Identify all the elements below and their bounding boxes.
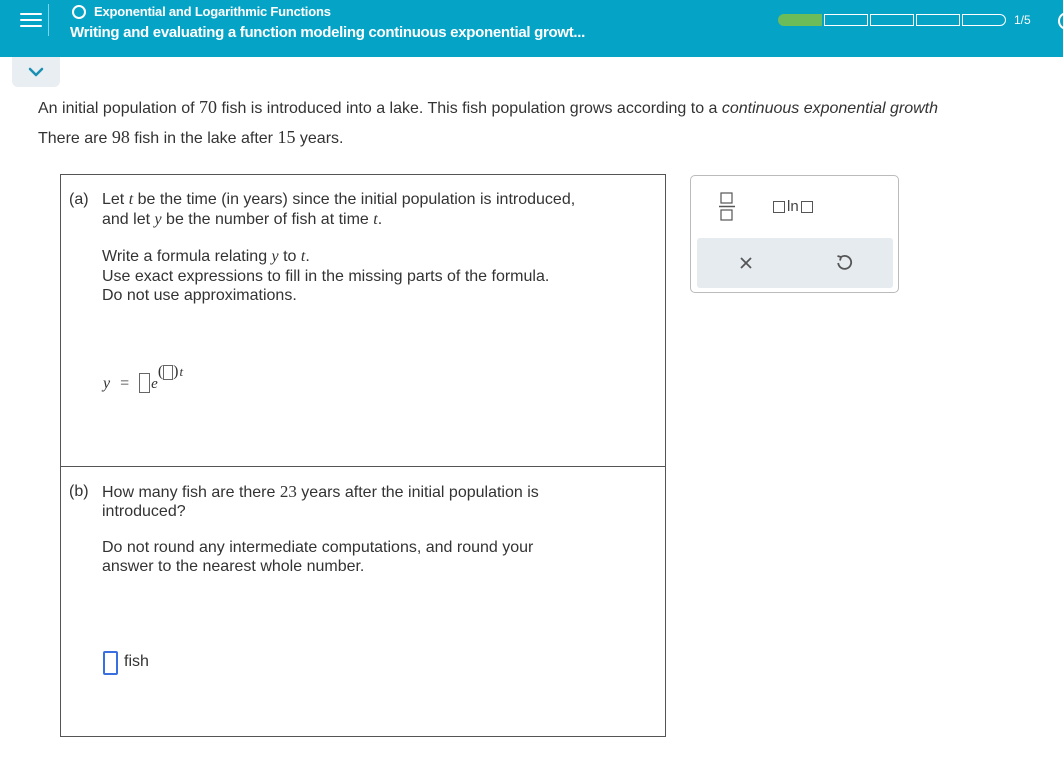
part-a-write	[102, 247, 310, 266]
text: fish is introduced into a lake. This fish population grows according to a	[217, 100, 722, 117]
text: and let	[102, 211, 155, 228]
header-bar	[0, 0, 1063, 57]
formula-t: t	[179, 364, 184, 379]
part-b-panel	[60, 466, 666, 737]
later-population: 98	[111, 127, 130, 147]
part-a-instruction-2: Do not use approximations.	[102, 287, 297, 304]
var-t: t	[300, 248, 306, 265]
progress-text: 1/5	[1014, 13, 1031, 27]
exponent	[158, 363, 183, 381]
formula-e: e	[151, 376, 158, 392]
var-y: y	[154, 211, 162, 228]
text: fish in the lake after	[129, 130, 278, 147]
toolbox-action-row	[697, 238, 893, 288]
text: .	[305, 248, 310, 265]
rate-input[interactable]	[163, 365, 173, 380]
text: years after the initial population is	[296, 484, 539, 501]
paren-open: (	[157, 363, 164, 380]
text: An initial population of	[38, 100, 199, 117]
var-t: t	[373, 211, 378, 228]
part-a-panel	[60, 174, 666, 467]
coefficient-input[interactable]	[139, 373, 150, 393]
part-a-line-1	[102, 190, 575, 209]
menu-icon[interactable]	[20, 4, 49, 36]
progress-bar	[778, 13, 1031, 27]
var-t: t	[128, 191, 134, 208]
fish-answer-input[interactable]	[103, 651, 118, 675]
math-toolbox	[690, 175, 899, 293]
text: be the time (in years) since the initial population is introduced,	[133, 191, 576, 208]
problem-statement	[38, 93, 938, 153]
text: There are	[38, 130, 112, 147]
problem-line-1	[38, 93, 938, 123]
progress-segment	[870, 14, 914, 26]
clear-x-icon[interactable]	[739, 256, 753, 275]
log-ln-icon[interactable]	[773, 198, 813, 215]
close-icon[interactable]	[1058, 12, 1063, 30]
text: How many fish are there	[102, 484, 280, 501]
part-b-instruction-2: answer to the nearest whole number.	[102, 558, 365, 575]
text: Let	[102, 191, 129, 208]
text: .	[377, 211, 383, 228]
formula-equals: =	[120, 375, 130, 392]
part-b-line-1	[102, 482, 539, 502]
topic-label: Exponential and Logarithmic Functions	[94, 4, 331, 19]
text: to	[278, 248, 301, 265]
fraction-icon[interactable]	[719, 190, 735, 227]
years-value: 23	[279, 482, 297, 501]
problem-line-2	[38, 123, 938, 153]
part-b-instruction-1: Do not round any intermediate computations, and round your	[102, 539, 534, 556]
progress-segment	[824, 14, 868, 26]
text: years.	[295, 130, 344, 147]
placeholder-box	[801, 201, 813, 213]
placeholder-box	[773, 201, 785, 213]
progress-segment	[962, 14, 1006, 26]
growth-model: continuous exponential growth	[721, 100, 939, 117]
topic-circle-icon	[72, 5, 86, 19]
part-a-instruction-1: Use exact expressions to fill in the missing parts of the formula.	[102, 268, 550, 285]
topic-title	[72, 4, 331, 19]
progress-segment	[916, 14, 960, 26]
formula	[103, 363, 184, 393]
chevron-down-icon	[28, 67, 44, 77]
unit-label: fish	[124, 653, 149, 670]
page-subtitle: Writing and evaluating a function modeling continuous exponential growt...	[70, 24, 586, 41]
collapse-button[interactable]	[12, 57, 60, 87]
text: be the number of fish at time	[161, 211, 374, 228]
progress-segment	[778, 14, 822, 26]
paren-close: )	[173, 363, 179, 380]
part-b-label: (b)	[69, 483, 89, 500]
years-value: 15	[277, 127, 296, 147]
initial-population: 70	[199, 97, 217, 117]
part-a-line-2	[102, 210, 382, 229]
ln-label: ln	[787, 198, 799, 215]
formula-y: y	[103, 375, 111, 392]
var-y: y	[271, 248, 279, 265]
part-a-label: (a)	[69, 191, 89, 208]
undo-icon[interactable]	[835, 254, 853, 277]
part-b-line-2: introduced?	[102, 503, 186, 520]
text: Write a formula relating	[102, 248, 272, 265]
